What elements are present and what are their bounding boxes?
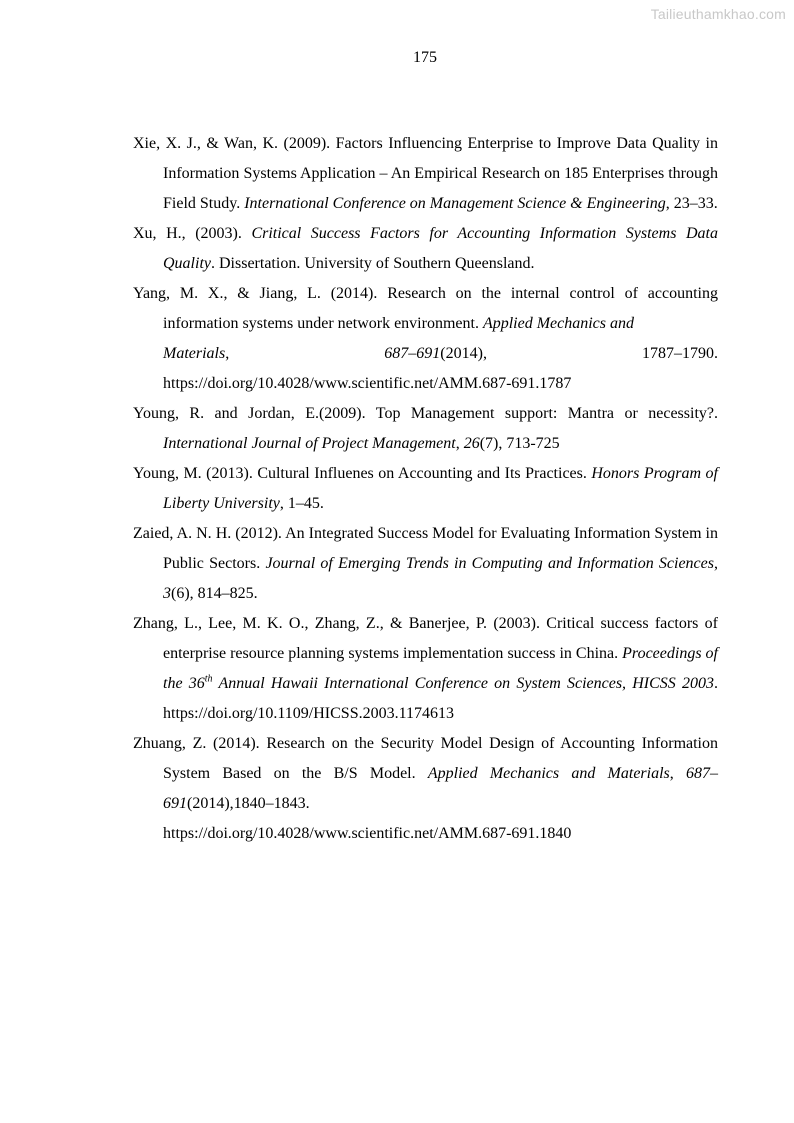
reference-volume: 687–691 xyxy=(163,765,718,812)
reference-source: International Journal of Project Management xyxy=(163,435,456,452)
reference-comma: , xyxy=(225,345,230,362)
reference-source: Honors Program of Liberty University xyxy=(163,465,719,512)
reference-pages: , 1–45. xyxy=(279,495,324,512)
reference-entry-zaied xyxy=(133,519,718,609)
reference-text: Zhang, L., Lee, M. K. O., Zhang, Z., & Banerjee, P. (2003). Critical success factors of enterprise resource planning systems implementation success in China. xyxy=(133,615,718,662)
reference-text: Young, M. (2013). Cultural Influenes on Accounting and Its Practices. xyxy=(133,465,592,482)
reference-entry-zhang xyxy=(133,609,718,729)
reference-text: Young, R. and Jordan, E.(2009). Top Management support: Mantra or necessity?. xyxy=(133,405,718,422)
reference-text: Xu, H., (2003). xyxy=(133,225,252,242)
reference-source-cont: Materials xyxy=(163,345,226,362)
reference-list xyxy=(133,129,718,849)
reference-source: Journal of Emerging Trends in Computing and Information Sciences xyxy=(265,555,714,572)
reference-comma: , xyxy=(669,765,686,782)
reference-source: Applied Mechanics and xyxy=(482,315,635,332)
reference-pages: (7), 713-725 xyxy=(479,435,560,452)
reference-source-cont: Annual Hawaii International Conference on System Sciences, HICSS 2003 xyxy=(212,675,715,692)
reference-source: Applied Mechanics and Materials xyxy=(427,765,670,782)
reference-entry-young-r xyxy=(133,399,718,459)
reference-publisher: . Dissertation. University of Southern Queensland. xyxy=(211,255,535,272)
reference-text: Xie, X. J., & Wan, K. (2009). Factors Influencing Enterprise to Improve Data Quality in Information Systems Application – An Empirical Research on 185 Enterprises through Field Study. xyxy=(133,135,718,212)
reference-source: Proceedings of the 36 xyxy=(163,645,719,692)
reference-superscript: th xyxy=(204,673,213,685)
reference-text: Zaied, A. N. H. (2012). An Integrated Success Model for Evaluating Information System in Public Sectors. xyxy=(133,525,718,572)
reference-text: Zhuang, Z. (2014). Research on the Security Model Design of Accounting Information System Based on the B/S Model. xyxy=(133,735,718,782)
watermark-text: Tailieuthamkhao.com xyxy=(650,6,786,22)
reference-comma: , xyxy=(714,555,718,572)
reference-title: Critical Success Factors for Accounting Information Systems Data Quality xyxy=(163,225,718,272)
reference-year: (2014), xyxy=(440,345,487,362)
reference-entry-xie xyxy=(133,129,718,219)
reference-volume: 3 xyxy=(163,585,171,602)
reference-text: Yang, M. X., & Jiang, L. (2014). Research on the internal control of accounting information systems under network environment. xyxy=(133,285,718,332)
reference-entry-xu xyxy=(133,219,718,279)
reference-source: International Conference on Management Science & Engineering xyxy=(244,195,666,212)
reference-entry-yang xyxy=(133,279,718,399)
reference-pages: (2014),1840–1843. xyxy=(187,795,310,812)
reference-doi-link[interactable]: . https://doi.org/10.1109/HICSS.2003.1174613 xyxy=(163,675,719,722)
reference-volume-line xyxy=(163,339,718,369)
reference-pages: , 23–33. xyxy=(665,195,718,212)
reference-comma: , xyxy=(455,435,464,452)
reference-entry-young-m xyxy=(133,459,718,519)
reference-pages: (6), 814–825. xyxy=(171,585,258,602)
page-number: 175 xyxy=(413,49,437,66)
reference-doi-link[interactable]: https://doi.org/10.4028/www.scientific.net/AMM.687-691.1787 xyxy=(163,375,572,392)
reference-entry-zhuang xyxy=(133,729,718,849)
reference-doi-link[interactable]: https://doi.org/10.4028/www.scientific.net/AMM.687-691.1840 xyxy=(163,825,572,842)
reference-volume: 26 xyxy=(463,435,480,452)
reference-volume: 687–691 xyxy=(384,345,441,362)
reference-pages: 1787–1790. xyxy=(642,345,718,362)
